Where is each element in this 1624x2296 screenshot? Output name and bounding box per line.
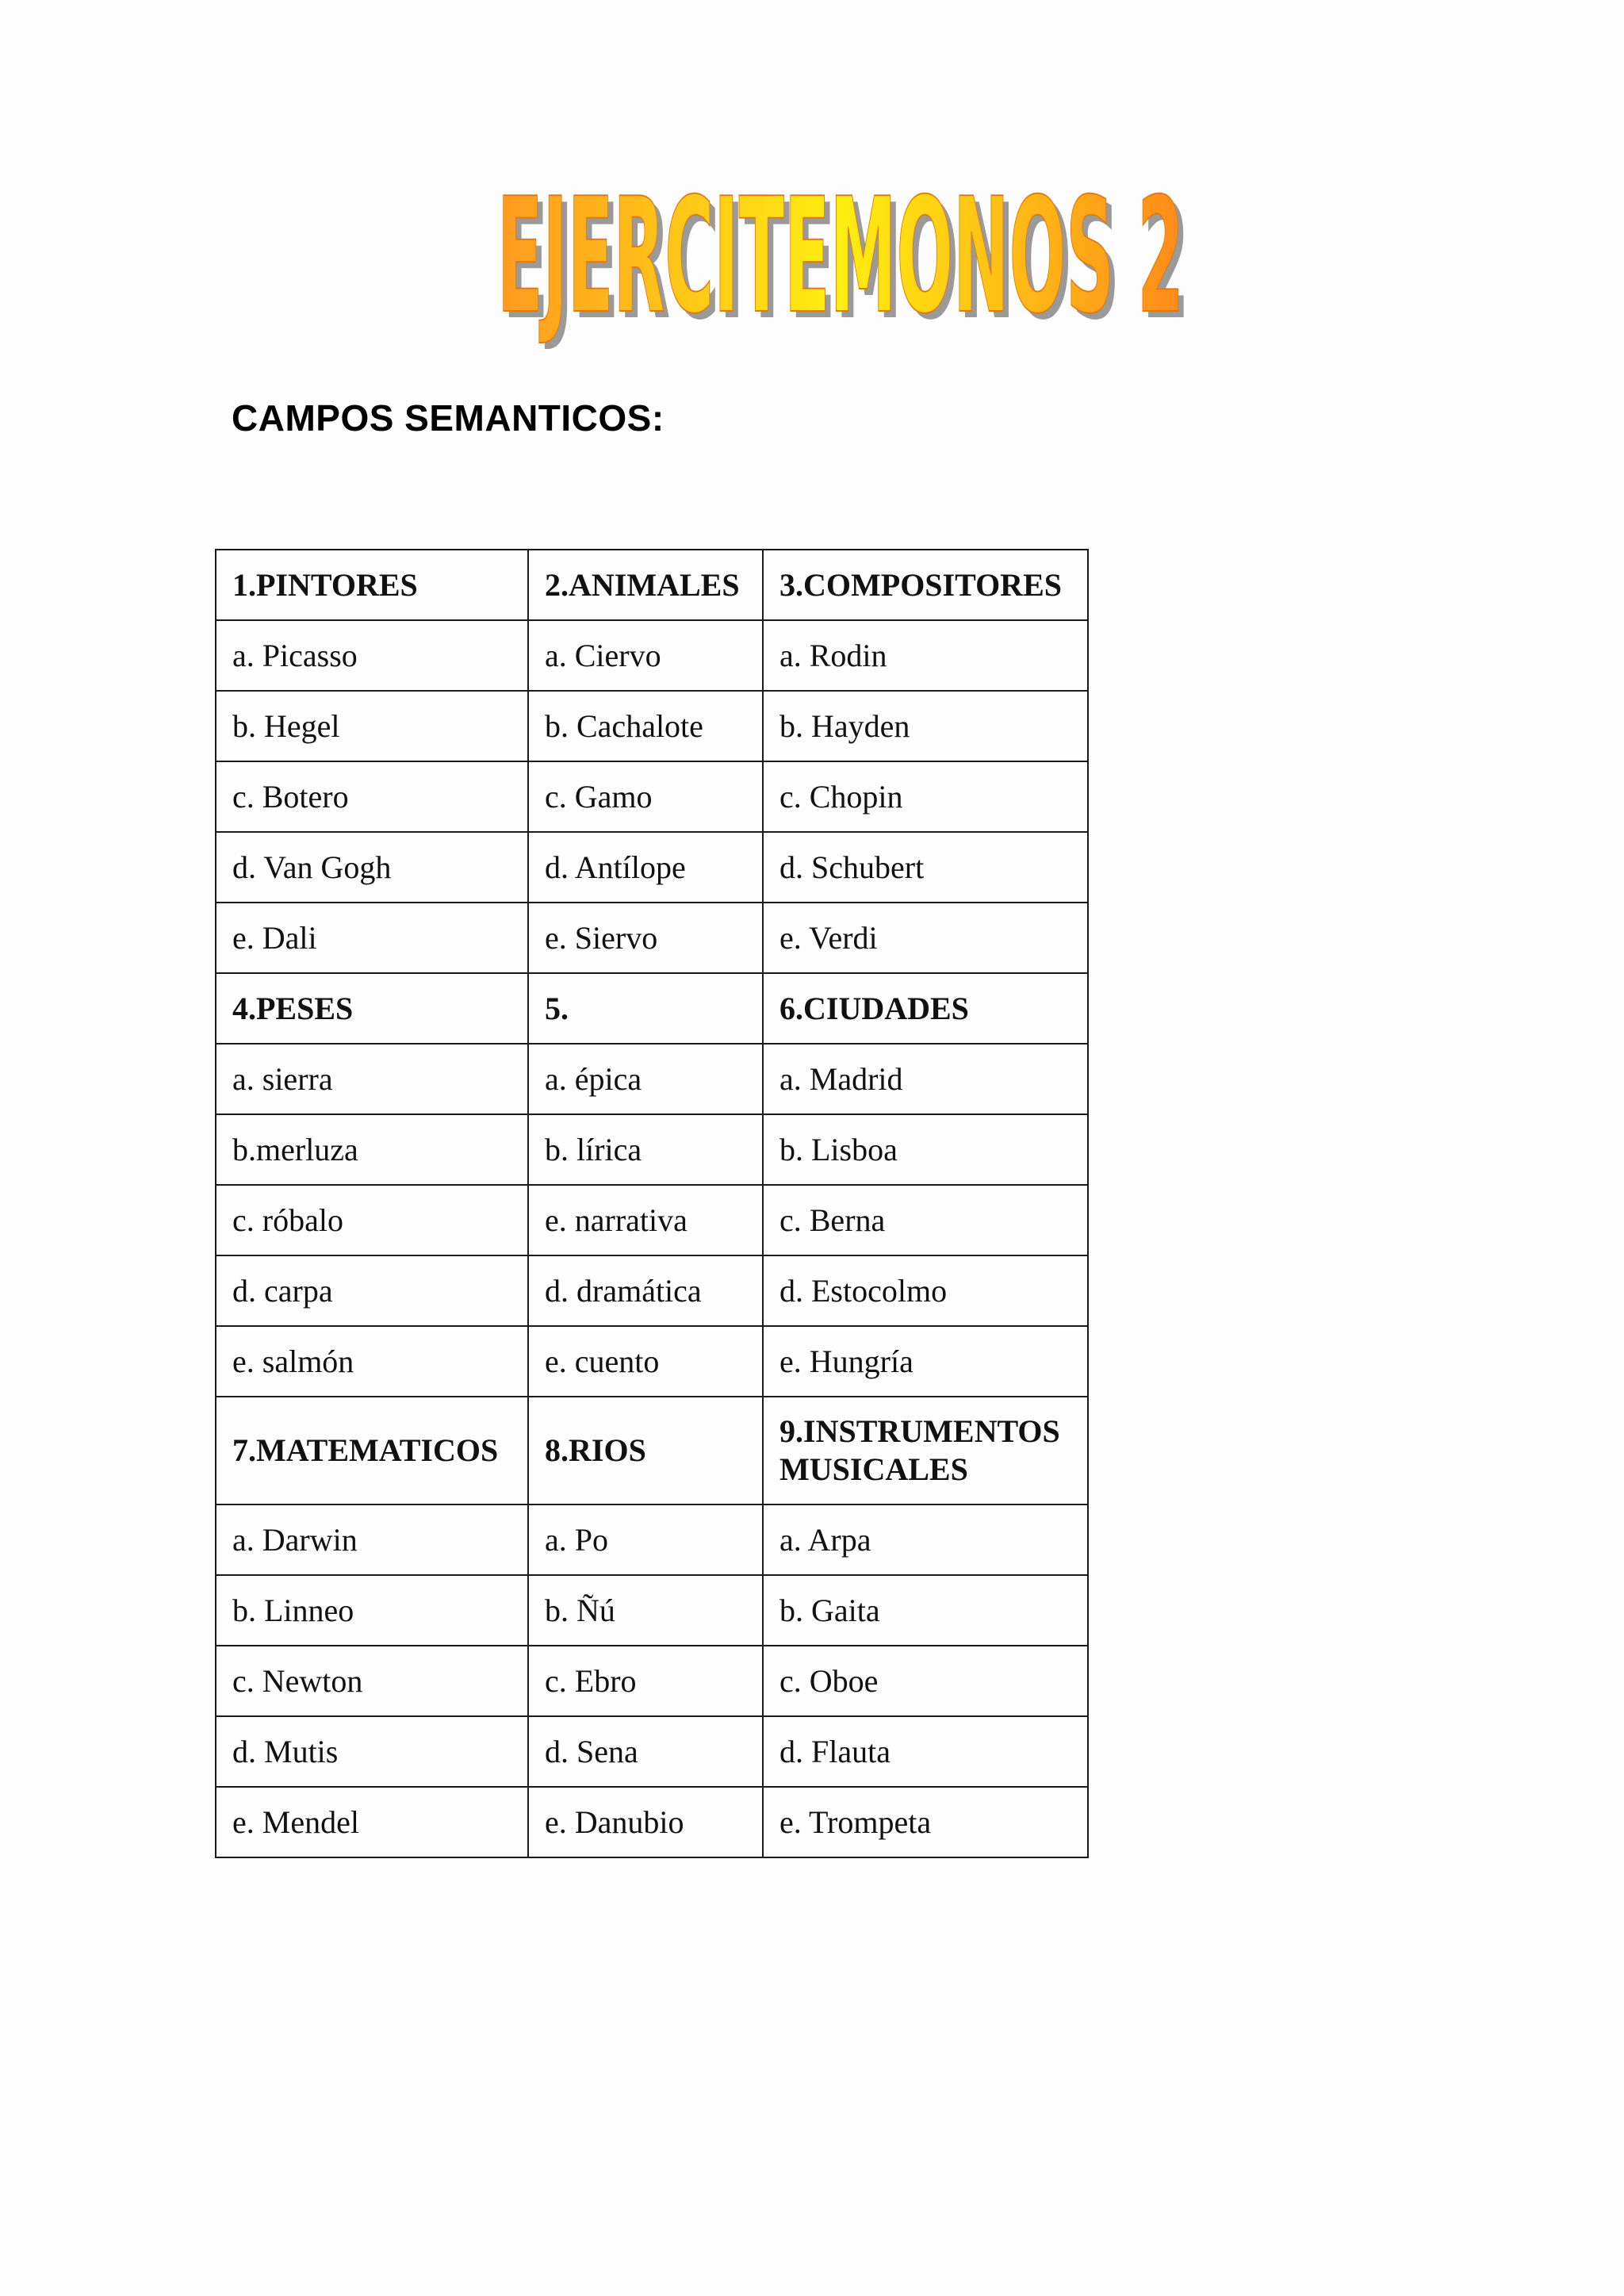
category-header: 5. bbox=[528, 973, 763, 1044]
table-cell: b. Hegel bbox=[216, 691, 528, 761]
category-header: 7.MATEMATICOS bbox=[216, 1397, 528, 1504]
category-header-row bbox=[216, 973, 1088, 1044]
table-cell: d. Antílope bbox=[528, 832, 763, 903]
wordart-title bbox=[492, 164, 1189, 355]
table-cell: e. Trompeta bbox=[763, 1787, 1088, 1857]
semantic-fields-table bbox=[215, 549, 1089, 1858]
table-row bbox=[216, 832, 1088, 903]
table-cell: a. Po bbox=[528, 1504, 763, 1575]
category-header: 3.COMPOSITORES bbox=[763, 550, 1088, 620]
category-header: 4.PESES bbox=[216, 973, 528, 1044]
table-cell: a. sierra bbox=[216, 1044, 528, 1114]
table-cell: a. Arpa bbox=[763, 1504, 1088, 1575]
category-header-row bbox=[216, 550, 1088, 620]
table-cell: a. épica bbox=[528, 1044, 763, 1114]
table-cell: d. dramática bbox=[528, 1255, 763, 1326]
title-text: EJERCITEMONOS 2 bbox=[497, 164, 1184, 349]
table-cell: d. Flauta bbox=[763, 1716, 1088, 1787]
table-body bbox=[216, 550, 1088, 1857]
table-cell: c. Chopin bbox=[763, 761, 1088, 832]
table-cell: b. Hayden bbox=[763, 691, 1088, 761]
table-row bbox=[216, 691, 1088, 761]
table-row bbox=[216, 1114, 1088, 1185]
category-header-text: 9.INSTRUMENTOS MUSICALES bbox=[779, 1413, 1060, 1487]
table-cell: d. Sena bbox=[528, 1716, 763, 1787]
table-cell: d. Van Gogh bbox=[216, 832, 528, 903]
table-row bbox=[216, 1716, 1088, 1787]
title-shadow: EJERCITEMONOS 2 bbox=[503, 171, 1189, 355]
table-row bbox=[216, 1044, 1088, 1114]
table-cell: e. Dali bbox=[216, 903, 528, 973]
table-cell: d. Estocolmo bbox=[763, 1255, 1088, 1326]
table-row bbox=[216, 1326, 1088, 1397]
table-cell: a. Darwin bbox=[216, 1504, 528, 1575]
section-heading: CAMPOS SEMANTICOS: bbox=[232, 397, 665, 439]
table-cell: e. Siervo bbox=[528, 903, 763, 973]
table-row bbox=[216, 1504, 1088, 1575]
table-row bbox=[216, 1575, 1088, 1646]
table-row bbox=[216, 1255, 1088, 1326]
table-cell: c. Ebro bbox=[528, 1646, 763, 1716]
category-header: 6.CIUDADES bbox=[763, 973, 1088, 1044]
table-cell: b. Linneo bbox=[216, 1575, 528, 1646]
table-cell: c. Newton bbox=[216, 1646, 528, 1716]
table-row bbox=[216, 1646, 1088, 1716]
category-header: 2.ANIMALES bbox=[528, 550, 763, 620]
table-cell: c. Berna bbox=[763, 1185, 1088, 1255]
table-cell: e. Mendel bbox=[216, 1787, 528, 1857]
table-cell: a. Picasso bbox=[216, 620, 528, 691]
table-row bbox=[216, 620, 1088, 691]
table-row bbox=[216, 903, 1088, 973]
table-cell: e. salmón bbox=[216, 1326, 528, 1397]
category-header bbox=[763, 1397, 1088, 1504]
table-cell: a. Rodin bbox=[763, 620, 1088, 691]
table-cell: b. Lisboa bbox=[763, 1114, 1088, 1185]
table-cell: d. Mutis bbox=[216, 1716, 528, 1787]
category-header-row bbox=[216, 1397, 1088, 1504]
category-header: 8.RIOS bbox=[528, 1397, 763, 1504]
table-cell: a. Ciervo bbox=[528, 620, 763, 691]
table-cell: e. Hungría bbox=[763, 1326, 1088, 1397]
table-cell: c. Gamo bbox=[528, 761, 763, 832]
table-cell: b. Ñú bbox=[528, 1575, 763, 1646]
table-cell: b.merluza bbox=[216, 1114, 528, 1185]
table-row bbox=[216, 761, 1088, 832]
table-cell: e. Verdi bbox=[763, 903, 1088, 973]
table-cell: e. narrativa bbox=[528, 1185, 763, 1255]
category-header: 1.PINTORES bbox=[216, 550, 528, 620]
table-cell: e. cuento bbox=[528, 1326, 763, 1397]
table-cell: c. Oboe bbox=[763, 1646, 1088, 1716]
table-cell: a. Madrid bbox=[763, 1044, 1088, 1114]
table-cell: c. Botero bbox=[216, 761, 528, 832]
table-cell: b. Cachalote bbox=[528, 691, 763, 761]
table-row bbox=[216, 1787, 1088, 1857]
table-row bbox=[216, 1185, 1088, 1255]
table-cell: d. carpa bbox=[216, 1255, 528, 1326]
table-cell: d. Schubert bbox=[763, 832, 1088, 903]
wordart-title-graphic bbox=[492, 164, 1189, 355]
table-cell: c. róbalo bbox=[216, 1185, 528, 1255]
table-cell: b. Gaita bbox=[763, 1575, 1088, 1646]
table-cell: e. Danubio bbox=[528, 1787, 763, 1857]
table-cell: b. lírica bbox=[528, 1114, 763, 1185]
